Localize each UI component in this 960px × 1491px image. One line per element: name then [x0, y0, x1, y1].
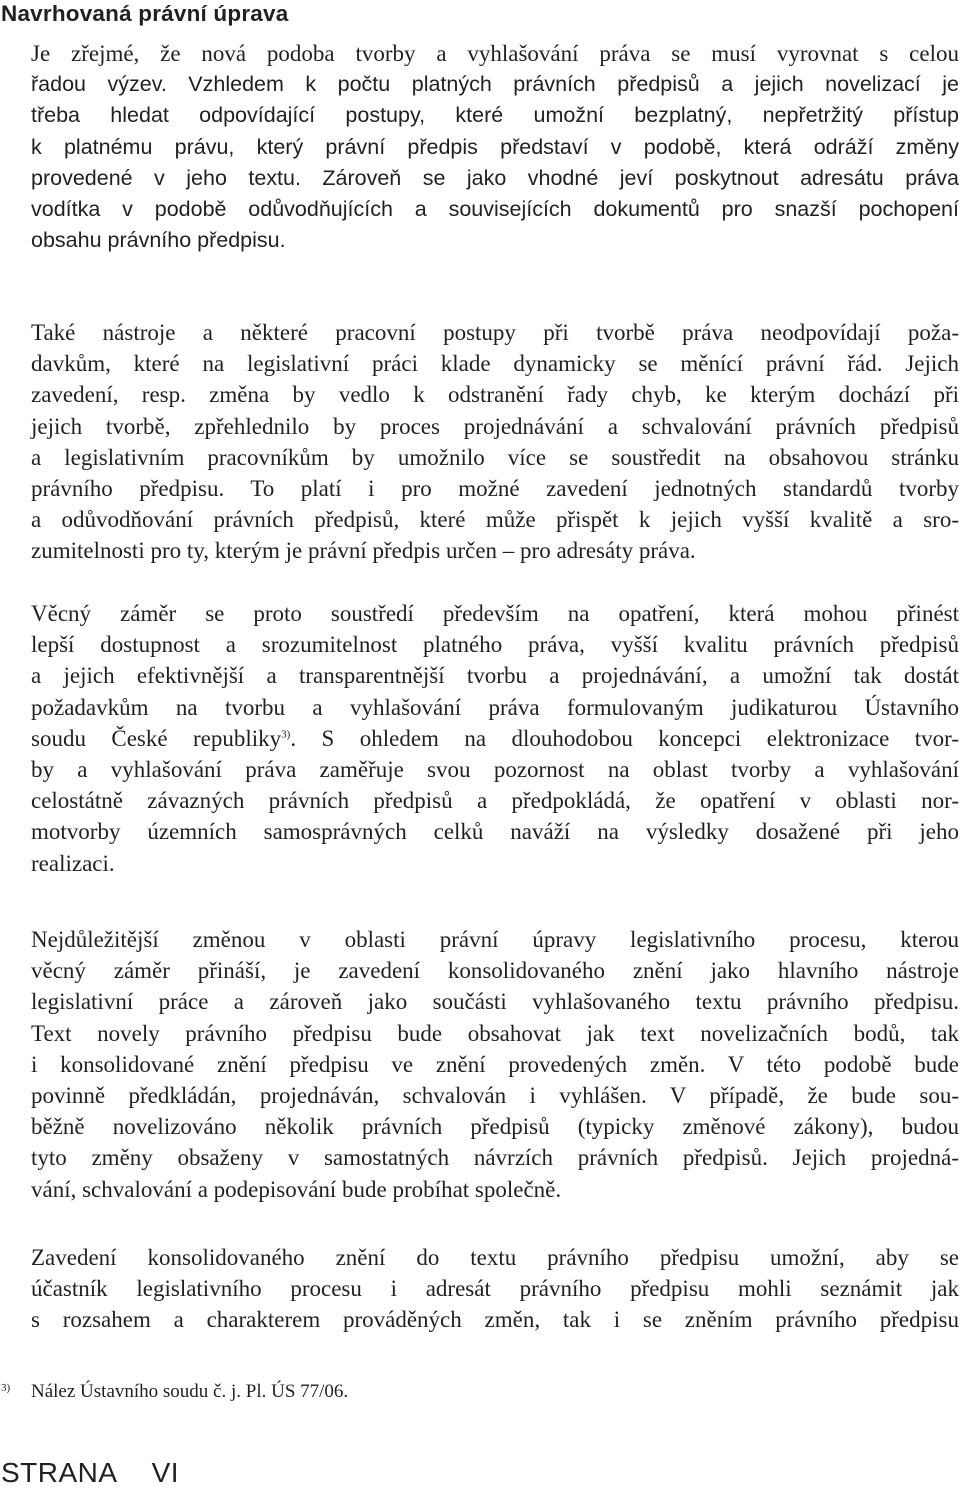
footnote-text: Nález Ústavního soudu č. j. Pl. ÚS 77/06.	[31, 1381, 349, 1402]
text-line: s rozsahem a charakterem prováděných změn, tak i se zněním právního předpisu	[31, 1307, 959, 1333]
text-line: a legislativním pracovníkům by umožnilo více se soustředit na obsahovou stránku	[31, 444, 959, 470]
text-line: Nejdůležitější změnou v oblasti právní úpravy legislativního procesu, kterou	[31, 927, 959, 952]
footnote-reference[interactable]: 3)	[281, 728, 291, 741]
text-line: a jejich efektivnější a transparentnější tvorbu a projednávání, a umožní tak dostát	[31, 663, 959, 689]
text-line: obsahu právního předpisu.	[31, 228, 286, 253]
text-segment: . S ohledem na dlouhodobou koncepci elektronizace tvor-	[290, 725, 960, 751]
text-line: třeba hledat odpovídající postupy, které umožní bezplatný, nepřetržitý přístup	[31, 103, 959, 128]
text-line: účastník legislativního procesu i adresát právního předpisu mohli seznámit jak	[31, 1276, 959, 1302]
text-line: právního předpisu. To platí i pro možné zavedení jednotných standardů tvorby	[31, 476, 959, 502]
text-line: řadou výzev. Vzhledem k počtu platných právních předpisů a jejich novelizací je	[31, 72, 959, 97]
paragraph-1	[1, 38, 959, 256]
text-segment: soudu České republiky	[31, 725, 282, 751]
text-line: i konsolidované znění předpisu ve znění provedených změn. V této podobě bude	[31, 1051, 959, 1077]
section-heading: Navrhovaná právní úprava	[1, 1, 289, 26]
text-line: vodítka v podobě odůvodňujících a souvisejících dokumentů pro snazší pochopení	[31, 197, 959, 222]
text-line: motvorby územních samosprávných celků naváží na výsledky dosažené při jeho	[31, 819, 959, 845]
text-line-with-footnote-ref	[1, 723, 959, 754]
text-line: Také nástroje a některé pracovní postupy při tvorbě práva neodpovídají poža-	[31, 320, 959, 345]
text-line: realizaci.	[31, 850, 115, 876]
text-line: Věcný záměr se proto soustředí především na opatření, která mohou přinést	[31, 601, 959, 626]
text-line: provedené v jeho textu. Zároveň se jako vhodné jeví poskytnout adresátu práva	[31, 165, 959, 190]
text-line: požadavkům na tvorbu a vyhlašování práva formulovaným judikaturou Ústavního	[31, 694, 959, 720]
page-label: STRANA	[1, 1457, 118, 1488]
text-line: Zavedení konsolidovaného znění do textu právního předpisu umožní, aby se	[31, 1245, 959, 1270]
paragraph-4	[1, 924, 959, 1205]
text-line: celostátně závazných právních předpisů a předpokládá, že opatření v oblasti nor-	[31, 788, 959, 814]
text-line: jejich tvorbě, zpřehlednilo by proces projednávání a schvalování právních předpisů	[31, 413, 959, 439]
page-number: VI	[151, 1457, 180, 1488]
text-line: lepší dostupnost a srozumitelnost platného práva, vyšší kvalitu právních předpisů	[31, 632, 959, 658]
text-line: a odůvodňování právních předpisů, které může přispět k jejich vyšší kvalitě a sro-	[31, 507, 959, 533]
footnote	[1, 1376, 901, 1404]
paragraph-3	[1, 598, 959, 879]
paragraph-2	[1, 317, 959, 567]
text-line: tyto změny obsaženy v samostatných návrzích právních předpisů. Jejich projedná-	[31, 1145, 959, 1171]
text-line: vání, schvalování a podepisování bude probíhat společně.	[31, 1176, 562, 1202]
text-line: věcný záměr přináší, je zavedení konsolidovaného znění jako hlavního nástroje	[31, 958, 959, 984]
text-line: Je zřejmé, že nová podoba tvorby a vyhlašování práva se musí vyrovnat s celou	[31, 41, 959, 66]
text-line: Text novely právního předpisu bude obsahovat jak text novelizačních bodů, tak	[31, 1020, 959, 1046]
text-line: by a vyhlašování práva zaměřuje svou pozornost na oblast tvorby a vyhlašování	[31, 757, 959, 783]
page-footer	[1, 1456, 179, 1490]
text-line: legislativní práce a zároveň jako součásti vyhlašovaného textu právního předpisu.	[31, 989, 959, 1015]
footnote-mark: 3)	[1, 1382, 11, 1394]
text-line: k platnému právu, který právní předpis představí v podobě, která odráží změny	[31, 134, 959, 159]
text-line: zumitelnosti pro ty, kterým je právní předpis určen – pro adresáty práva.	[31, 538, 696, 564]
text-line: davkům, které na legislativní práci klade dynamicky se měnící právní řád. Jejich	[31, 351, 959, 377]
text-line: zavedení, resp. změna by vedlo k odstranění řady chyb, ke kterým dochází při	[31, 382, 959, 408]
paragraph-5	[1, 1242, 959, 1336]
text-line: povinně předkládán, projednáván, schvalován i vyhlášen. V případě, že bude sou-	[31, 1083, 959, 1109]
text-line: běžně novelizováno několik právních předpisů (typicky změnové zákony), budou	[31, 1114, 959, 1140]
